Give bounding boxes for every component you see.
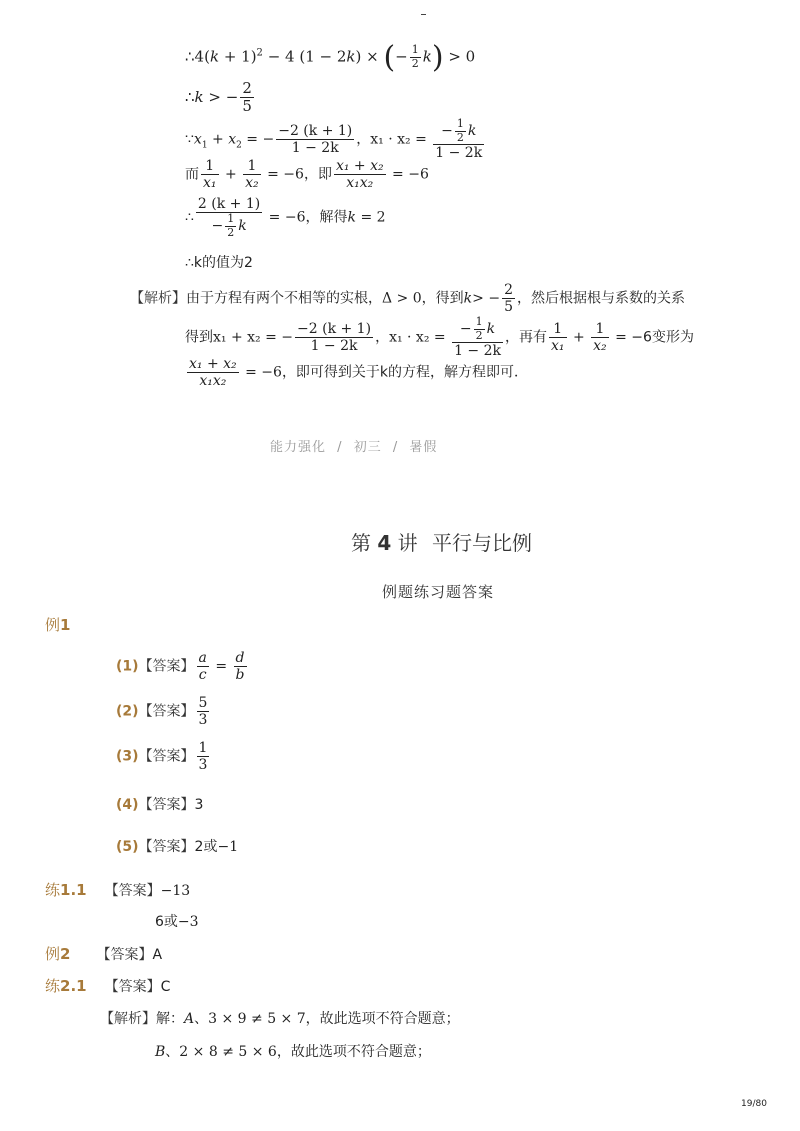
fraction-numerator: d	[235, 650, 245, 666]
item-number: (2)	[116, 703, 139, 720]
item-number: (5)	[116, 839, 139, 855]
expr-part: = −	[241, 131, 275, 148]
fraction-denominator: x₁x₂	[199, 373, 227, 390]
example-1-item-2	[116, 695, 211, 728]
expr-part: − 4 (1 − 2	[262, 47, 347, 66]
fraction-denominator: 1 − 2k	[454, 343, 501, 360]
fraction	[452, 316, 503, 359]
fraction-numerator: 2	[242, 79, 252, 97]
expr-part: +	[568, 329, 590, 346]
expr-var: k	[194, 87, 204, 106]
fraction-denominator: 5	[242, 97, 252, 116]
fraction-denominator: 5	[504, 299, 513, 316]
solution-line-2	[185, 80, 256, 116]
fraction-denominator: 2	[227, 225, 235, 239]
fraction-numerator: 1	[227, 212, 235, 226]
analysis-paragraph-2	[185, 316, 694, 359]
section-title: 例题练习题答案	[382, 583, 495, 601]
chapter-number: 4	[377, 531, 392, 555]
label-prefix: 练	[45, 881, 61, 899]
label-number: 2	[60, 945, 71, 963]
answer-label: 【答案】	[104, 979, 161, 995]
label-prefix: 练	[45, 977, 61, 995]
text-part: ，然后根据根与系数的关系	[516, 290, 685, 307]
fraction-denominator: 1 − 2k	[435, 145, 483, 162]
expr-part: > −	[472, 290, 501, 307]
solution-line-3	[185, 118, 486, 161]
answer-value: C	[160, 979, 171, 995]
example-1-item-5	[116, 836, 238, 856]
fraction-numerator: −2 (k + 1)	[297, 321, 372, 338]
expr-part: + 1)	[219, 47, 257, 66]
separator: ，	[356, 131, 371, 148]
chapter-name: 平行与比例	[432, 531, 532, 555]
fraction-denominator: c	[198, 667, 207, 684]
fraction-numerator: 2	[504, 282, 513, 298]
expr-var: k	[463, 290, 473, 307]
fraction-numerator: 1	[243, 158, 261, 175]
practice-1-1	[45, 879, 190, 900]
fraction-numerator: 1	[456, 117, 464, 130]
solution-line-1	[185, 40, 475, 75]
expr-part: +	[220, 166, 242, 183]
analysis-label: 【解析】	[130, 290, 186, 307]
fraction	[502, 282, 515, 315]
expr-part: −	[211, 218, 224, 235]
fraction-numerator: a	[198, 650, 207, 666]
fraction-numerator: 1	[549, 321, 567, 338]
fraction-numerator: 1	[201, 158, 219, 175]
fraction	[187, 356, 239, 389]
expr-var: k	[346, 47, 356, 66]
expr-part: Δ > 0	[382, 290, 422, 307]
fraction	[591, 321, 609, 354]
because-symbol: ∵	[185, 131, 194, 148]
fraction	[334, 158, 386, 191]
expr-part: 3 × 9 ≠ 5 × 7	[208, 1011, 306, 1027]
chapter-prefix: 第	[351, 531, 371, 555]
expr-var: k	[467, 123, 477, 140]
fraction-numerator: 2 (k + 1)	[197, 196, 261, 212]
subscript: 2	[236, 140, 242, 151]
expr-var: k	[347, 209, 356, 226]
breadcrumb-separator: /	[337, 440, 343, 455]
expr-part: −	[441, 123, 453, 140]
practice-2-1-analysis-line-1	[100, 1008, 460, 1028]
text-part: = −6变形为	[610, 329, 694, 346]
text-part: 、	[194, 1011, 209, 1027]
text-part: 、	[165, 1044, 180, 1060]
fraction	[433, 118, 484, 161]
expr-part: > −	[203, 87, 239, 106]
chapter-title	[351, 527, 532, 556]
breadcrumb-item: 暑假	[409, 440, 438, 455]
answer-value: 2或	[194, 839, 218, 855]
label-prefix: 例	[45, 945, 61, 963]
example-1-item-4	[116, 794, 203, 814]
fraction-denominator: x₁	[551, 338, 565, 355]
fraction-numerator: 1	[411, 43, 419, 57]
text-part: k的值为2	[193, 255, 253, 271]
chapter-word: 讲	[397, 531, 418, 555]
expr-var: k	[238, 218, 247, 235]
expr-var: x	[228, 131, 237, 148]
expr-part: = −6，即	[262, 166, 332, 183]
text-part: 解：	[156, 1011, 184, 1027]
expr-part: = 2	[356, 209, 386, 226]
example-1-item-3	[116, 740, 211, 773]
fraction-numerator: x₁ + x₂	[335, 158, 384, 174]
fraction-denominator: x₂	[593, 338, 607, 355]
expr-part: 2 × 8 ≠ 5 × 6	[179, 1044, 277, 1060]
fraction	[276, 123, 354, 156]
option-letter: B	[155, 1044, 166, 1060]
fraction-numerator: 1	[198, 740, 208, 756]
therefore-symbol: ∴	[185, 255, 194, 271]
fraction-numerator	[452, 316, 503, 343]
fraction-denominator: 3	[198, 757, 208, 774]
breadcrumb-item: 能力强化	[270, 440, 327, 455]
label-number: 2.1	[60, 977, 87, 995]
fraction	[295, 321, 373, 354]
analysis-paragraph-1	[130, 282, 685, 315]
text-part: ，得到	[421, 290, 464, 307]
expr-var: k	[422, 47, 432, 66]
expr-part: −	[459, 321, 472, 338]
exponent: 2	[256, 47, 263, 59]
fraction	[197, 695, 210, 728]
practice-2-1-analysis-line-2	[155, 1041, 431, 1061]
fraction-denominator: 3	[198, 712, 208, 729]
fraction-numerator: x₁ + x₂	[189, 356, 237, 372]
analysis-paragraph-3	[185, 356, 528, 389]
fraction	[196, 196, 262, 239]
fraction-denominator: 2	[456, 130, 464, 144]
answer-label: 【答案】	[138, 658, 195, 675]
fraction-denominator: 1 − 2k	[291, 140, 339, 157]
expr-part: =	[210, 658, 232, 675]
answer-value: −1	[217, 839, 239, 855]
item-number: (1)	[116, 658, 139, 675]
text-part: 得到	[185, 329, 213, 346]
fraction-denominator: x₁x₂	[346, 175, 374, 192]
answer-value: −13	[160, 883, 191, 899]
expr-part: = −6，解得	[264, 209, 348, 226]
fraction-denominator: x₂	[245, 175, 259, 192]
fraction	[197, 650, 209, 683]
fraction-denominator: 2	[475, 328, 483, 342]
fraction-denominator: b	[235, 667, 245, 684]
practice-1-1-line-2	[155, 911, 199, 931]
left-paren: (	[383, 40, 396, 75]
text-part: ，故此选项不符合题意；	[276, 1044, 431, 1060]
example-1-label	[45, 614, 70, 635]
example-2	[45, 943, 162, 964]
breadcrumb	[270, 436, 437, 455]
solution-line-4	[185, 158, 429, 191]
fraction-denominator: x₁	[203, 175, 217, 192]
expr-part: x₁ · x₂ =	[370, 131, 432, 148]
fraction-numerator	[433, 118, 484, 145]
expr-part: x₁ + x₂ = −	[213, 329, 294, 346]
expr-part: x₁ · x₂ =	[389, 329, 451, 346]
fraction-denominator: 1 − 2k	[310, 338, 358, 355]
therefore-symbol: ∴	[185, 47, 195, 66]
expr-part: = −6	[240, 364, 282, 381]
separator: ，	[375, 329, 390, 346]
label-number: 1	[60, 616, 71, 634]
fraction	[225, 213, 236, 239]
item-number: (4)	[116, 797, 139, 813]
fraction-numerator: 1	[475, 315, 483, 328]
label-prefix: 例	[45, 616, 61, 634]
expr-part: ) ×	[355, 47, 384, 66]
therefore-symbol: ∴	[185, 87, 195, 106]
solution-line-6	[185, 252, 253, 272]
expr-part: 4(	[194, 47, 210, 66]
fraction	[197, 740, 210, 773]
expr-part: −	[395, 47, 408, 66]
answer-label: 【答案】	[104, 883, 161, 899]
answer-value: 3	[194, 797, 204, 813]
fraction	[549, 321, 567, 354]
text-part: 而	[185, 166, 199, 183]
top-dash-mark	[421, 14, 426, 15]
fraction	[474, 316, 485, 342]
expr-var: x	[193, 131, 202, 148]
practice-2-1	[45, 975, 170, 996]
fraction	[243, 158, 261, 191]
item-number: (3)	[116, 748, 139, 765]
right-paren: )	[431, 40, 444, 75]
answer-label: 【答案】	[96, 947, 153, 963]
fraction	[455, 118, 466, 144]
fraction-denominator: 2	[411, 57, 419, 70]
label-number: 1.1	[60, 881, 87, 899]
text-part: ，故此选项不符合题意；	[305, 1011, 460, 1027]
page-number: 19/80	[741, 1099, 767, 1109]
fraction	[410, 44, 421, 70]
analysis-label: 【解析】	[100, 1011, 156, 1027]
fraction-numerator: 5	[198, 695, 208, 711]
fraction	[234, 650, 247, 683]
breadcrumb-item: 初三	[353, 440, 382, 455]
example-1-item-1	[116, 650, 249, 683]
answer-value: −3	[177, 914, 199, 930]
fraction-denominator	[196, 213, 262, 239]
fraction-numerator: 1	[591, 321, 609, 338]
option-letter: A	[184, 1011, 195, 1027]
expr-part: = −6	[387, 166, 429, 183]
answer-label: 【答案】	[138, 797, 195, 813]
fraction	[240, 80, 254, 116]
answer-value: A	[152, 947, 163, 963]
text-part: ，即可得到关于k的方程，解方程即可．	[281, 364, 529, 381]
expr-part: +	[207, 131, 229, 148]
subscript: 1	[201, 140, 208, 151]
expr-var: k	[209, 47, 220, 66]
answer-label: 【答案】	[138, 839, 195, 855]
solution-line-5	[185, 196, 386, 239]
expr-part: > 0	[443, 47, 476, 66]
answer-label: 【答案】	[138, 703, 195, 720]
text-part: 由于方程有两个不相等的实根，	[186, 290, 382, 307]
answer-value: 6或	[155, 914, 178, 930]
answer-label: 【答案】	[138, 748, 195, 765]
expr-var: k	[486, 321, 496, 338]
breadcrumb-separator: /	[392, 440, 399, 455]
fraction	[201, 158, 219, 191]
therefore-symbol: ∴	[185, 209, 194, 226]
fraction-numerator: −2 (k + 1)	[278, 123, 353, 140]
text-part: ，再有	[505, 329, 547, 346]
